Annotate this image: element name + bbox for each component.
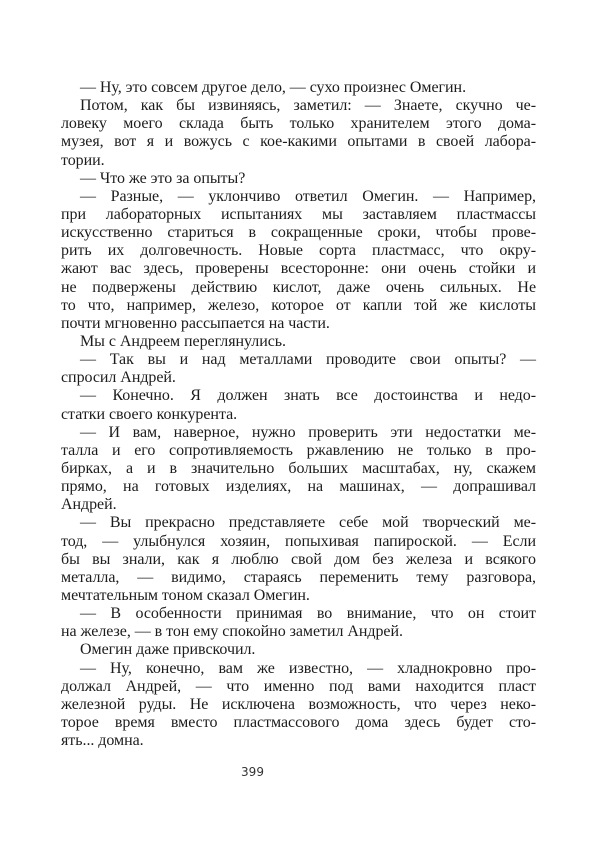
text-line: — Так вы и над металлами проводите свои опыты? — <box>80 351 536 369</box>
text-line: рить их долговечность. Новые сорта пластмасс, что окру- <box>61 242 536 260</box>
text-line: жают вас здесь, проверены всесторонне: они очень стойки и <box>61 260 536 278</box>
paragraph <box>61 641 536 659</box>
text-line: не подвержены действию кислот, даже очень сильных. Не <box>61 278 536 296</box>
text-line: Андрей. <box>61 496 117 514</box>
text-line: — Разные, — уклончиво ответил Омегин. — Например, <box>80 187 536 205</box>
paragraph <box>61 333 536 351</box>
text-line: мечтательным тоном сказал Омегин. <box>61 586 310 604</box>
text-line: при лабораторных испытаниях мы заставляем пластмассы <box>61 205 536 223</box>
paragraph <box>61 79 536 97</box>
text-line: — Ну, конечно, вам же известно, — хладнокровно про- <box>80 659 536 677</box>
paragraph <box>61 387 536 423</box>
text-line: то что, например, железо, которое от капли той же кислоты <box>61 296 536 314</box>
text-line: — Конечно. Я должен знать все достоинства и недо- <box>80 387 536 405</box>
paragraph <box>61 514 536 605</box>
text-line: музея, вот я и вожусь с кое-какими опытами в своей лабора- <box>61 133 536 151</box>
text-line: торое время вместо пластмассового дома здесь будет сто- <box>61 713 536 731</box>
text-line: статки своего конкурента. <box>61 405 238 423</box>
text-line: — И вам, наверное, нужно проверить эти недостатки ме- <box>80 423 536 441</box>
text-line: ять... домна. <box>61 732 144 750</box>
paragraph <box>61 605 536 641</box>
text-line: спросил Андрей. <box>61 369 176 387</box>
text-line: должал Андрей, — что именно под вами находится пласт <box>61 677 536 695</box>
paragraph <box>61 97 536 170</box>
text-line: — Вы прекрасно представляете себе мой творческий ме- <box>80 514 536 532</box>
text-line: Мы с Андреем переглянулись. <box>80 332 286 350</box>
text-line: на железе, — в тон ему спокойно заметил Андрей. <box>61 623 403 641</box>
text-line: Омегин даже привскочил. <box>80 641 256 659</box>
text-line: тории. <box>61 151 105 169</box>
text-line: прямо, на готовых изделиях, на машинах, — допрашивал <box>61 478 536 496</box>
text-line: бирках, а и в значительно больших масштабах, ну, скажем <box>61 459 536 477</box>
page-text-body <box>61 79 536 750</box>
paragraph <box>61 170 536 188</box>
text-line: тод, — улыбнулся хозяин, попыхивая папироской. — Если <box>61 532 536 550</box>
text-line: металла, — видимо, стараясь переменить тему разговора, <box>61 568 536 586</box>
page-number: 399 <box>241 765 264 779</box>
text-line: талла и его сопротивляемость ржавлению не только в про- <box>61 441 536 459</box>
text-line: железной руды. Не исключена возможность, что через неко- <box>61 695 536 713</box>
paragraph <box>61 351 536 387</box>
text-line: — В особенности принимая во внимание, что он стоит <box>80 605 536 623</box>
text-line: — Ну, это совсем другое дело, — сухо произнес Омегин. <box>80 79 467 96</box>
text-line: Потом, как бы извиняясь, заметил: — Знаете, скучно че- <box>80 97 536 115</box>
paragraph <box>61 188 536 333</box>
text-line: бы вы знали, как я люблю свой дом без железа и всякого <box>61 550 536 568</box>
text-line: искусственно стариться в сокращенные сроки, чтобы прове- <box>61 224 536 242</box>
text-line: — Что же это за опыты? <box>80 169 246 187</box>
paragraph <box>61 660 536 751</box>
text-line: ловеку моего склада быть только хранителем этого дома- <box>61 115 536 133</box>
paragraph <box>61 424 536 515</box>
text-line: почти мгновенно рассыпается на части. <box>61 314 330 332</box>
